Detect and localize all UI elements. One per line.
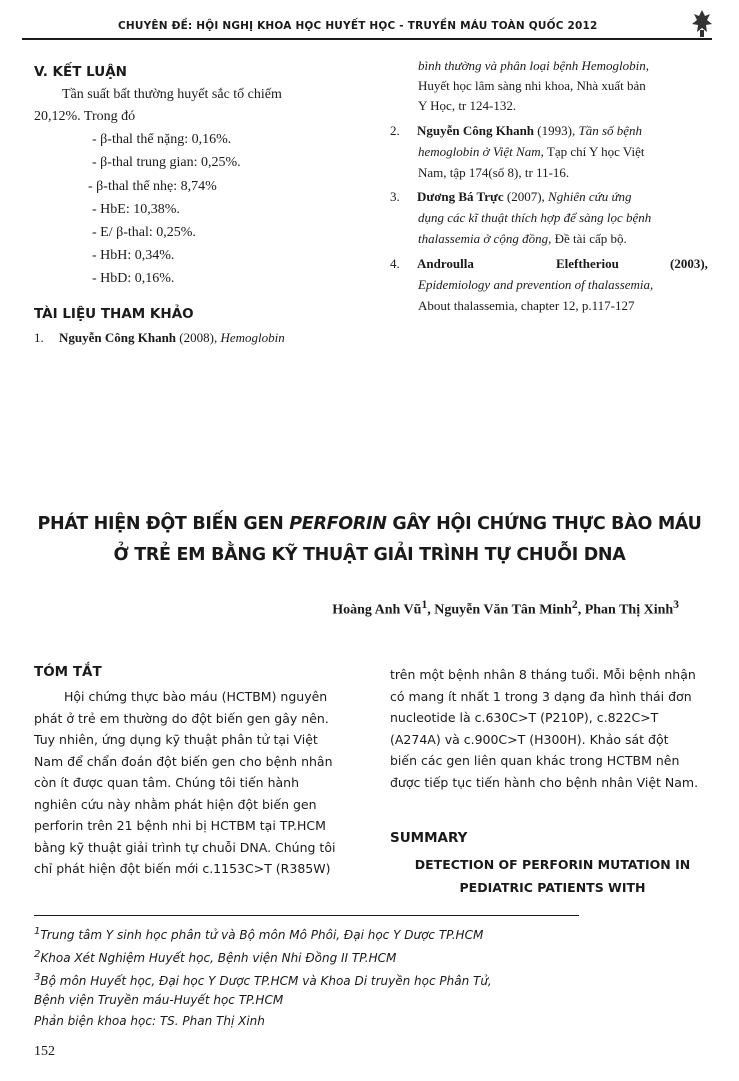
reference-3: 3. Dương Bá Trực (2007), Nghiên cứu ứng	[390, 189, 632, 204]
footnote-1: $^1$Trung tâm Y sinh học phân tử và Bộ môn Mô Phôi, Đại học Y Dược TP.HCM	[34, 926, 484, 942]
reference-3-tail: thalassemia ở cộng đồng, Đề tài cấp bộ.	[418, 231, 627, 246]
conclusion-item: - β-thal thể nhẹ: 8,74%	[88, 179, 217, 194]
reference-1-pages: Y Học, tr 124-132.	[418, 98, 517, 113]
reference-1-author: Nguyễn Công Khanh	[59, 330, 177, 345]
footnote-3: $^3$Bộ môn Huyết học, Đại học Y Dược TP.HCM và Khoa Di truyền học Phân Tử,	[34, 972, 492, 988]
footnote-3-cont: Bệnh viện Truyền máu-Huyết học TP.HCM	[34, 993, 284, 1007]
summary-subtitle-1: DETECTION OF PERFORIN MUTATION IN	[414, 857, 691, 872]
reference-4: 4. Androulla Eleftheriou (2003),	[390, 256, 708, 271]
summary-heading: SUMMARY	[390, 830, 468, 846]
references-heading: TÀI LIỆU THAM KHẢO	[34, 306, 194, 322]
abstract-line: phát ở trẻ em thường do đột biến gen gây nên.	[34, 710, 329, 726]
abstract-line: biến các gen liên quan khác trong HCTBM nên	[390, 753, 680, 768]
abstract-line: Hội chứng thực bào máu (HCTBM) nguyên	[64, 689, 328, 704]
abstract-line: perforin trên 21 bệnh nhi bị HCTBM tại TP.HCM	[34, 818, 326, 833]
reference-3-cont: dụng các kĩ thuật thích hợp để sàng lọc bệnh	[418, 210, 652, 225]
abstract-line: nucleotide là c.630C>T (P210P), c.822C>T	[390, 710, 659, 725]
abstract-left-column	[34, 686, 368, 880]
reference-4-source: About thalassemia, chapter 12, p.117-127	[418, 298, 635, 313]
abstract-line: (A274A) và c.900C>T (H300H). Khảo sát đột	[390, 731, 669, 747]
conclusion-item: - E/ β-thal: 0,25%.	[92, 225, 196, 240]
abstract-line: Nam để chẩn đoán đột biến gen cho bệnh nhân	[34, 753, 333, 769]
article-title-line-2: Ở TRẺ EM BẰNG KỸ THUẬT GIẢI TRÌNH TỰ CHUỖI DNA	[113, 545, 626, 565]
abstract-line: nghiên cứu này nhằm phát hiện đột biến gen	[34, 796, 317, 812]
abstract-line: Tuy nhiên, ứng dụng kỹ thuật phân tử tại Việt	[34, 732, 318, 747]
abstract-right-column	[390, 664, 715, 793]
reference-1-start: 1. Nguyễn Công Khanh (2008), Hemoglobin	[34, 330, 285, 345]
footnote-2: $^2$Khoa Xét Nghiệm Huyết học, Bệnh viện Nhi Đồng II TP.HCM	[34, 949, 397, 965]
reference-1-publisher: Huyết học lâm sàng nhi khoa, Nhà xuất bản	[418, 78, 646, 93]
reference-2-pages: Nam, tập 174(số 8), tr 11-16.	[418, 165, 570, 180]
conclusion-intro-2: 20,12%. Trong đó	[34, 109, 136, 124]
page-number: 152	[34, 1044, 55, 1059]
reference-2: 2. Nguyễn Công Khanh (1993), Tần số bệnh	[390, 123, 643, 138]
abstract-line: được tiếp tục tiến hành cho bệnh nhân Việt Nam.	[390, 774, 699, 790]
conclusion-item: - HbE: 10,38%.	[92, 202, 180, 217]
reference-2-cont: hemoglobin ở Việt Nam, Tạp chí Y học Việt	[418, 144, 645, 159]
reviewer-note: Phản biện khoa học: TS. Phan Thị Xinh	[34, 1014, 265, 1028]
abstract-line: bằng kỹ thuật giải trình tự chuỗi DNA. Chúng tôi	[34, 839, 336, 855]
article-title-line-1: PHÁT HIỆN ĐỘT BIẾN GEN PERFORIN GÂY HỘI CHỨNG THỰC BÀO MÁU	[37, 514, 702, 534]
conclusion-heading: V. KẾT LUẬN	[34, 64, 127, 80]
article-authors: Hoàng Anh $Vũ^1$, Nguyễn Văn Tân Minh$^2$, Phan Thị Xinh$^3$	[332, 598, 679, 618]
abstract-heading: TÓM TẮT	[34, 664, 102, 680]
abstract-line: có mang ít nhất 1 trong 3 dạng đa hình thái đơn	[390, 688, 692, 704]
footnote-rule	[34, 915, 579, 916]
reference-1-cont: bình thường và phân loại bệnh Hemoglobin,	[418, 58, 650, 73]
conclusion-item: - β-thal trung gian: 0,25%.	[92, 155, 241, 170]
abstract-line: còn ít được quan tâm. Chúng tôi tiến hành	[34, 775, 299, 790]
header-rule	[22, 38, 712, 40]
running-header: CHUYÊN ĐỀ: HỘI NGHỊ KHOA HỌC HUYẾT HỌC - TRUYỀN MÁU TOÀN QUỐC 2012	[118, 20, 598, 32]
abstract-line: chỉ phát hiện đột biến mới c.1153C>T (R385W)	[34, 861, 331, 876]
conclusion-item: - HbH: 0,34%.	[92, 248, 175, 263]
conclusion-intro-1: Tần suất bất thường huyết sắc tố chiếm	[62, 87, 282, 102]
summary-subtitle-2: PEDIATRIC PATIENTS WITH	[459, 880, 646, 895]
journal-logo-icon	[690, 8, 714, 38]
abstract-line: trên một bệnh nhân 8 tháng tuổi. Mỗi bệnh nhận	[390, 667, 696, 682]
conclusion-item: - HbD: 0,16%.	[92, 271, 175, 286]
reference-4-title: Epidemiology and prevention of thalassemia,	[418, 277, 654, 292]
conclusion-item: - β-thal thể nặng: 0,16%.	[92, 132, 232, 147]
